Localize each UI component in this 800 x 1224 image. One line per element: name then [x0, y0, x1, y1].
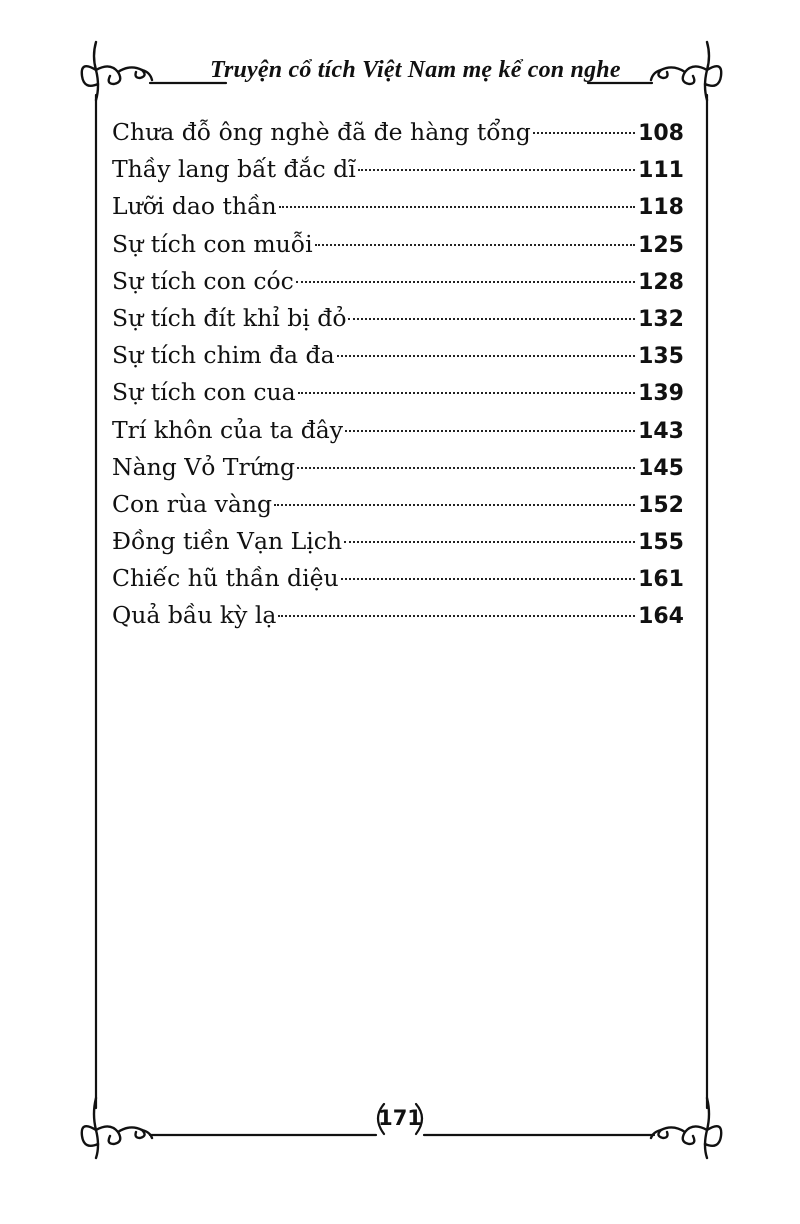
toc-dot-leader: [341, 578, 635, 580]
toc-entry-page: 135: [638, 344, 684, 370]
toc-entry-title: Thầy lang bất đắc dĩ: [112, 155, 356, 184]
toc-entry-page: 164: [638, 604, 684, 630]
toc-entry: [112, 523, 684, 560]
bottom-right-flourish-icon: [651, 1098, 721, 1158]
top-left-flourish-icon: [82, 42, 152, 100]
toc-entry: [112, 263, 684, 300]
table-of-contents: [112, 114, 684, 635]
toc-entry-page: 108: [638, 121, 684, 146]
toc-dot-leader: [344, 541, 635, 543]
toc-entry: [112, 412, 684, 449]
toc-entry-page: 125: [638, 232, 684, 258]
toc-entry: [112, 337, 684, 374]
toc-dot-leader: [278, 615, 635, 617]
toc-entry: [112, 114, 684, 151]
toc-entry: [112, 300, 684, 337]
bottom-left-flourish-icon: [82, 1098, 152, 1158]
toc-entry: [112, 374, 684, 411]
toc-entry-page: 118: [638, 195, 684, 221]
toc-dot-leader: [296, 281, 635, 283]
toc-entry-page: 132: [638, 306, 684, 332]
toc-entry: [112, 226, 684, 263]
toc-entry: [112, 188, 684, 225]
page-number: 171: [378, 1106, 422, 1130]
toc-entry: [112, 449, 684, 486]
toc-entry-page: 145: [638, 455, 684, 481]
toc-entry-title: Đồng tiền Vạn Lịch: [112, 527, 343, 556]
toc-dot-leader: [297, 467, 635, 469]
toc-entry-title: Sự tích con cóc: [112, 266, 294, 295]
toc-entry: [112, 560, 684, 597]
toc-entry-title: Chiếc hũ thần diệu: [112, 564, 339, 593]
toc-entry-page: 152: [638, 492, 684, 518]
toc-dot-leader: [533, 132, 635, 134]
toc-entry-title: Sự tích con cua: [112, 378, 296, 407]
toc-dot-leader: [345, 430, 635, 432]
toc-dot-leader: [315, 244, 635, 246]
toc-entry: [112, 486, 684, 523]
toc-dot-leader: [298, 392, 635, 394]
toc-dot-leader: [274, 504, 635, 506]
toc-entry-page: 111: [638, 158, 684, 184]
toc-entry-title: Sự tích đít khỉ bị đỏ: [112, 303, 347, 332]
toc-entry: [112, 597, 684, 634]
toc-entry-page: 128: [638, 269, 684, 295]
toc-entry-title: Sự tích con muỗi: [112, 229, 313, 258]
toc-entry-title: Chưa đỗ ông nghè đã đe hàng tổng: [112, 118, 531, 146]
toc-dot-leader: [358, 169, 635, 171]
toc-entry-page: 155: [638, 530, 684, 556]
toc-entry-title: Sự tích chim đa đa: [112, 341, 335, 370]
toc-entry-title: Lưỡi dao thần: [112, 192, 277, 221]
toc-entry-title: Quả bầu kỳ lạ: [112, 601, 277, 630]
toc-entry-title: Nàng Vỏ Trứng: [112, 452, 296, 481]
toc-dot-leader: [337, 355, 635, 357]
toc-entry-title: Trí khôn của ta đây: [112, 415, 344, 444]
toc-dot-leader: [279, 206, 635, 208]
toc-entry: [112, 151, 684, 188]
toc-entry-page: 161: [638, 567, 684, 593]
top-right-flourish-icon: [651, 42, 721, 100]
running-header-title: Truyện cổ tích Việt Nam mẹ kể con nghe: [210, 57, 621, 83]
toc-entry-title: Con rùa vàng: [112, 489, 273, 518]
toc-dot-leader: [348, 318, 635, 320]
toc-entry-page: 143: [638, 418, 684, 444]
toc-entry-page: 139: [638, 381, 684, 407]
